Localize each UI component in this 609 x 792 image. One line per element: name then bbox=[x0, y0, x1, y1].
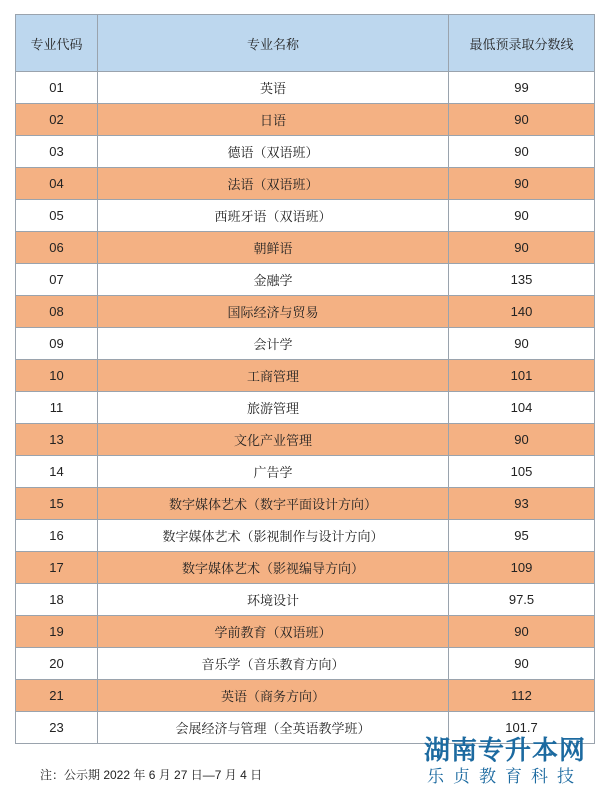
min-score-cell: 101 bbox=[449, 360, 595, 392]
min-score-cell: 104 bbox=[449, 392, 595, 424]
watermark-subtitle: 乐贞教育科技 bbox=[427, 767, 583, 787]
major-name-cell: 数字媒体艺术（数字平面设计方向） bbox=[98, 488, 449, 520]
min-score-cell: 135 bbox=[449, 264, 595, 296]
min-score-cell: 90 bbox=[449, 424, 595, 456]
min-score-cell: 112 bbox=[449, 680, 595, 712]
table-row bbox=[16, 616, 595, 648]
min-score-cell: 90 bbox=[449, 328, 595, 360]
table-row bbox=[16, 232, 595, 264]
major-name-cell: 会计学 bbox=[98, 328, 449, 360]
major-code-cell: 23 bbox=[16, 712, 98, 744]
major-name-cell: 工商管理 bbox=[98, 360, 449, 392]
table-row bbox=[16, 296, 595, 328]
table-row bbox=[16, 488, 595, 520]
major-code-cell: 16 bbox=[16, 520, 98, 552]
admission-score-table bbox=[15, 14, 595, 744]
major-code-cell: 21 bbox=[16, 680, 98, 712]
major-code-cell: 17 bbox=[16, 552, 98, 584]
table-row bbox=[16, 264, 595, 296]
major-code-cell: 14 bbox=[16, 456, 98, 488]
min-score-cell: 99 bbox=[449, 72, 595, 104]
major-code-cell: 19 bbox=[16, 616, 98, 648]
major-code-cell: 04 bbox=[16, 168, 98, 200]
table-row bbox=[16, 456, 595, 488]
table-row bbox=[16, 552, 595, 584]
major-name-cell: 金融学 bbox=[98, 264, 449, 296]
min-score-cell: 90 bbox=[449, 136, 595, 168]
major-code-cell: 02 bbox=[16, 104, 98, 136]
major-code-cell: 08 bbox=[16, 296, 98, 328]
table-row bbox=[16, 424, 595, 456]
header-major-name: 专业名称 bbox=[98, 15, 449, 72]
table-row bbox=[16, 200, 595, 232]
table-body bbox=[16, 72, 595, 744]
watermark-title: 湖南专升本网 bbox=[423, 736, 586, 766]
major-name-cell: 数字媒体艺术（影视制作与设计方向） bbox=[98, 520, 449, 552]
major-code-cell: 11 bbox=[16, 392, 98, 424]
major-code-cell: 18 bbox=[16, 584, 98, 616]
min-score-cell: 93 bbox=[449, 488, 595, 520]
major-code-cell: 09 bbox=[16, 328, 98, 360]
table-row bbox=[16, 168, 595, 200]
major-name-cell: 旅游管理 bbox=[98, 392, 449, 424]
min-score-cell: 90 bbox=[449, 168, 595, 200]
major-code-cell: 03 bbox=[16, 136, 98, 168]
header-major-code: 专业代码 bbox=[16, 15, 98, 72]
table-row bbox=[16, 136, 595, 168]
publicity-note: 注：公示期 2022 年 6 月 27 日—7 月 4 日 bbox=[40, 768, 263, 782]
table-row bbox=[16, 392, 595, 424]
major-code-cell: 05 bbox=[16, 200, 98, 232]
major-name-cell: 数字媒体艺术（影视编导方向） bbox=[98, 552, 449, 584]
major-name-cell: 日语 bbox=[98, 104, 449, 136]
min-score-cell: 97.5 bbox=[449, 584, 595, 616]
table-row bbox=[16, 72, 595, 104]
major-name-cell: 音乐学（音乐教育方向） bbox=[98, 648, 449, 680]
major-name-cell: 广告学 bbox=[98, 456, 449, 488]
major-code-cell: 15 bbox=[16, 488, 98, 520]
min-score-cell: 90 bbox=[449, 200, 595, 232]
major-name-cell: 会展经济与管理（全英语教学班） bbox=[98, 712, 449, 744]
table-row bbox=[16, 648, 595, 680]
major-name-cell: 国际经济与贸易 bbox=[98, 296, 449, 328]
major-name-cell: 德语（双语班） bbox=[98, 136, 449, 168]
min-score-cell: 90 bbox=[449, 232, 595, 264]
major-name-cell: 学前教育（双语班） bbox=[98, 616, 449, 648]
table-row bbox=[16, 328, 595, 360]
major-name-cell: 环境设计 bbox=[98, 584, 449, 616]
table-row bbox=[16, 360, 595, 392]
major-code-cell: 07 bbox=[16, 264, 98, 296]
min-score-cell: 140 bbox=[449, 296, 595, 328]
table-row bbox=[16, 520, 595, 552]
major-code-cell: 10 bbox=[16, 360, 98, 392]
min-score-cell: 90 bbox=[449, 648, 595, 680]
min-score-cell: 101.7 bbox=[449, 712, 595, 744]
major-name-cell: 西班牙语（双语班） bbox=[98, 200, 449, 232]
table-header-row bbox=[16, 15, 595, 72]
major-code-cell: 06 bbox=[16, 232, 98, 264]
min-score-cell: 95 bbox=[449, 520, 595, 552]
header-min-score: 最低预录取分数线 bbox=[449, 15, 595, 72]
table-row bbox=[16, 680, 595, 712]
min-score-cell: 105 bbox=[449, 456, 595, 488]
major-code-cell: 01 bbox=[16, 72, 98, 104]
table-row bbox=[16, 584, 595, 616]
min-score-cell: 90 bbox=[449, 104, 595, 136]
major-code-cell: 13 bbox=[16, 424, 98, 456]
min-score-cell: 109 bbox=[449, 552, 595, 584]
major-name-cell: 文化产业管理 bbox=[98, 424, 449, 456]
major-code-cell: 20 bbox=[16, 648, 98, 680]
major-name-cell: 法语（双语班） bbox=[98, 168, 449, 200]
major-name-cell: 英语 bbox=[98, 72, 449, 104]
min-score-cell: 90 bbox=[449, 616, 595, 648]
watermark-logo bbox=[407, 736, 603, 788]
major-name-cell: 英语（商务方向） bbox=[98, 680, 449, 712]
table-row bbox=[16, 104, 595, 136]
major-name-cell: 朝鲜语 bbox=[98, 232, 449, 264]
